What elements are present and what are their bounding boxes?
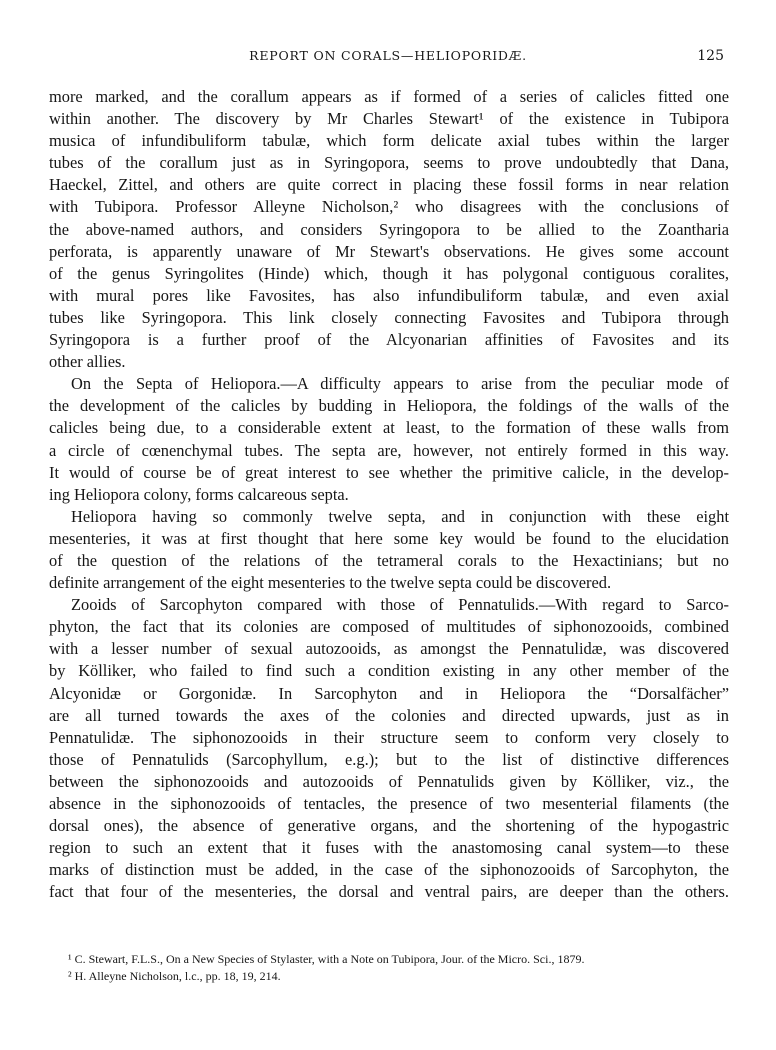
- text-line: It would of course be of great interest to see whether the primitive calicle, in the develop-: [49, 462, 729, 482]
- text-line: between the siphonozooids and autozooids of Pennatulids given by Kölliker, viz., the: [49, 771, 729, 791]
- text-line: with a lesser number of sexual autozooids, as amongst the Pennatulidæ, was discovered: [49, 639, 729, 659]
- text-line: of the genus Syringolites (Hinde) which, though it has polygonal contiguous coralites,: [49, 263, 729, 283]
- body-text: [49, 86, 729, 903]
- text-line: dorsal ones), the absence of generative organs, and the shortening of the hypogastric: [49, 816, 729, 836]
- text-line: of the question of the relations of the tetrameral corals to the Hexactinians; but no: [49, 550, 729, 570]
- text-line: mesenteries, it was at first thought that here some key would be found to the elucidation: [49, 528, 729, 548]
- text-line: Syringopora is a further proof of the Alcyonarian affinities of Favosites and its: [49, 330, 729, 350]
- text-line: the development of the calicles by budding in Heliopora, the foldings of the walls of the: [49, 396, 729, 416]
- text-line: those of Pennatulids (Sarcophyllum, e.g.); but to the list of distinctive differences: [49, 749, 729, 769]
- text-line: definite arrangement of the eight mesenteries to the twelve septa could be discovered.: [49, 573, 612, 593]
- text-line: tubes of the corallum just as in Syringopora, seems to prove undoubtedly that Dana,: [49, 153, 729, 173]
- text-line: with mural pores like Favosites, has also infundibuliform tabulæ, and even axial: [49, 285, 729, 305]
- text-line: more marked, and the corallum appears as if formed of a series of calicles fitted one: [49, 87, 729, 106]
- text-line: calicles being due, to a considerable extent at least, to the formation of these walls from: [49, 418, 729, 438]
- text-line: phyton, the fact that its colonies are composed of multitudes of siphonozooids, combined: [49, 617, 729, 637]
- text-line: fact that four of the mesenteries, the dorsal and ventral pairs, are deeper than the others.: [49, 882, 729, 902]
- text-line: are all turned towards the axes of the colonies and directed upwards, just as in: [49, 705, 729, 725]
- text-line: ing Heliopora colony, forms calcareous septa.: [49, 484, 349, 504]
- page-header: [48, 48, 728, 68]
- text-line: within another. The discovery by Mr Charles Stewart¹ of the existence in Tubipora: [49, 109, 729, 129]
- footnotes: [68, 951, 728, 985]
- text-line: musica of infundibuliform tabulæ, which form delicate axial tubes within the larger: [49, 131, 729, 151]
- text-line: marks of distinction must be added, in the case of the siphonozooids of Sarcophyton, the: [49, 860, 729, 880]
- text-line: absence in the siphonozooids of tentacles, the presence of two mesenterial filaments (the: [49, 794, 729, 813]
- page-number: 125: [697, 48, 724, 64]
- text-line: with Tubipora. Professor Alleyne Nicholson,² who disagrees with the conclusions of: [49, 197, 729, 217]
- text-line: tubes like Syringopora. This link closely connecting Favosites and Tubipora through: [49, 307, 729, 327]
- text-line: Heliopora having so commonly twelve septa, and in conjunction with these eight: [71, 506, 729, 526]
- text-line: perforata, is apparently unaware of Mr Stewart's observations. He gives some account: [49, 241, 729, 261]
- text-line: other allies.: [49, 352, 126, 372]
- text-line: by Kölliker, who failed to find such a condition existing in any other member of the: [49, 661, 729, 681]
- footnote-2: ² H. Alleyne Nicholson, l.c., pp. 18, 19, 214.: [68, 969, 281, 983]
- text-line: Pennatulidæ. The siphonozooids in their structure seem to conform very closely to: [49, 727, 729, 747]
- text-line: a circle of cœnenchymal tubes. The septa are, however, not entirely formed in this way.: [49, 440, 729, 460]
- running-title: REPORT ON CORALS—HELIOPORIDÆ.: [249, 48, 527, 63]
- section-heading-line: Zooids of Sarcophyton compared with those of Pennatulids.—With regard to Sarco-: [71, 595, 729, 615]
- footnote-1: ¹ C. Stewart, F.L.S., On a New Species of Stylaster, with a Note on Tubipora, Jour. of the Micro. Sci., 1879.: [68, 952, 585, 966]
- section-heading-line: On the Septa of Heliopora.—A difficulty appears to arise from the peculiar mode of: [71, 374, 729, 394]
- text-line: Haeckel, Zittel, and others are quite correct in placing these fossil forms in near relation: [49, 175, 729, 195]
- text-line: Alcyonidæ or Gorgonidæ. In Sarcophyton and in Heliopora the “Dorsalfächer”: [49, 683, 729, 703]
- text-line: region to such an extent that it fuses with the anastomosing canal system—to these: [49, 838, 729, 858]
- text-line: the above-named authors, and considers Syringopora to be allied to the Zoantharia: [49, 219, 729, 239]
